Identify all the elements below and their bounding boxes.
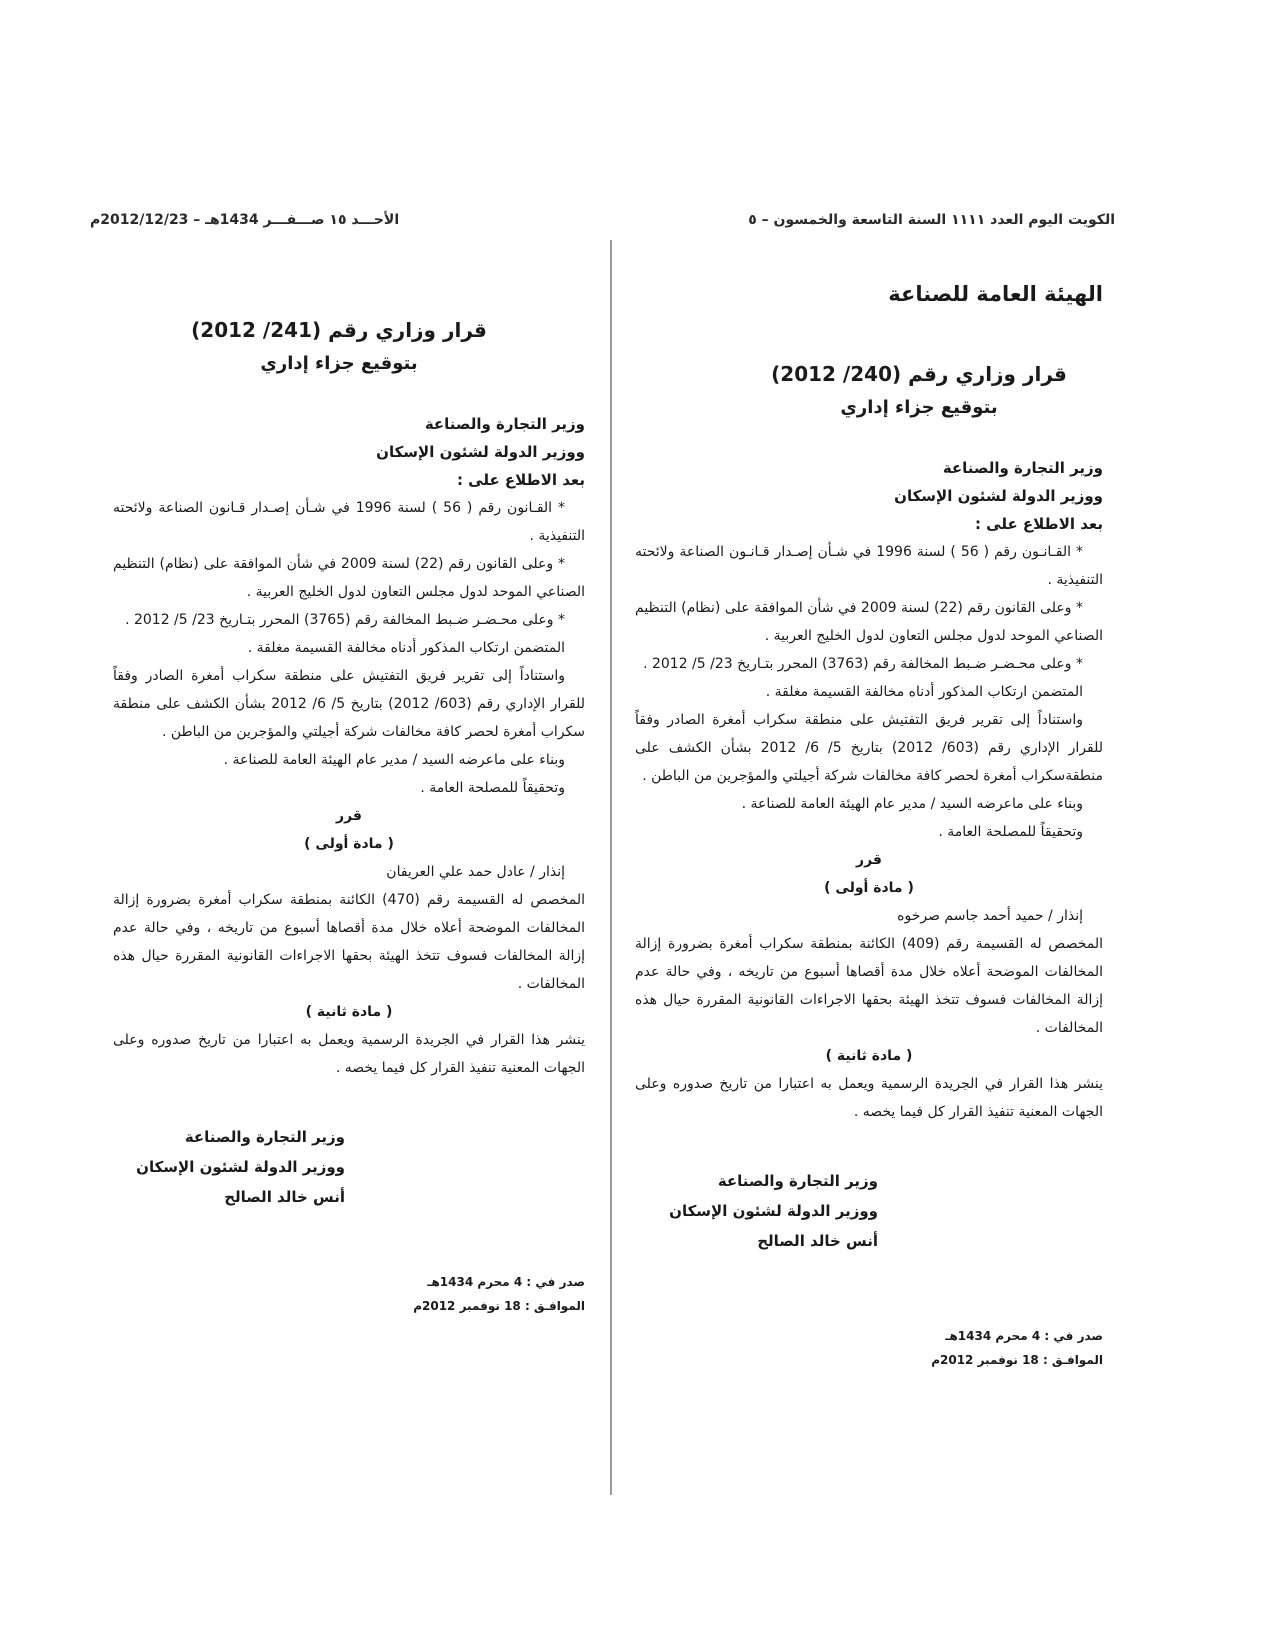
issued-hijri: صدر في : 4 محرم 1434هـ [945,1329,1103,1343]
minister-title: وزير التجارة والصناعة [942,459,1103,477]
decided-heading: قرر [336,808,362,824]
signature-name: أنس خالد الصالح [224,1188,345,1206]
after-review-label: بعد الاطلاع على : [456,471,585,489]
signature-block [635,1166,878,1256]
clause: * وعلى القانون رقم (22) لسنة 2009 في شأن الموافقة على (نظام) التنظيم الصناعي الموحد لدول مجلس التعاون لدول الخليج العربية . [113,556,585,600]
issued-date-block [635,1324,1103,1372]
page-header [90,212,1115,234]
issued-hijri: صدر في : 4 محرم 1434هـ [427,1275,585,1289]
minister-title: وزير التجارة والصناعة [424,415,585,433]
article-1-text: المخصص له القسيمة رقم (470) الكائنة بمنطقة سكراب أمغرة بضرورة إزالة المخالفات الموضحة أعلاه خلال مدة أقصاها أسبوع من تاريخه ، وفي حالة عدم إزالة المخالفات فسوف تتخذ الهيئة بحقها الاجراءات القانونية المقررة حيال هذه المخالفات . [113,892,585,992]
paragraph: واستناداً إلى تقرير فريق التفتيش على منطقة سكراب أمغرة الصادر وفقاً للقرار الإداري رقم (603/ 2012) بتاريخ 5/ 6/ 2012 بشأن الكشف على منطقةسكراب أمغرة لحصر كافة مخالفات شركة أجيلتي والمؤجرين من الباطن . [635,712,1103,784]
paragraph: وبناء على ماعرضه السيد / مدير عام الهيئة العامة للصناعة . [741,796,1083,812]
issued-gregorian: الموافـق : 18 نوفمبر 2012م [413,1299,585,1313]
decree-240-column [635,280,1103,1372]
clause: * القـانون رقم ( 56 ) لسنة 1996 في شـأن إصـدار قـانون الصناعة ولائحته التنفيذية . [113,500,585,544]
article-1-heading: ( مادة أولى ) [304,836,394,852]
paragraph: وتحقيقاً للمصلحة العامة . [938,824,1083,840]
article-2-heading: ( مادة ثانية ) [305,1004,393,1020]
paragraph: واستناداً إلى تقرير فريق التفتيش على منطقة سكراب أمغرة الصادر وفقاً للقرار الإداري رقم (603/ 2012) بتاريخ 5/ 6/ 2012 بشأن الكشف على منطقة سكراب أمغرة لحصر كافة مخالفات شركة أجيلتي والمؤجرين من الباطن . [113,668,586,740]
clause: * وعلى محـضـر ضـبط المخالفة رقم (3763) المحرر بتـاريخ 23/ 5/ 2012 . [643,656,1083,672]
decree-subtitle: بتوقيع جزاء إداري [840,397,998,418]
minister-title-2: ووزير الدولة لشئون الإسكان [894,487,1103,505]
paragraph: وبناء على ماعرضه السيد / مدير عام الهيئة العامة للصناعة . [223,752,565,768]
warning-line: إنذار / حميد أحمد جاسم صرخوه [897,908,1083,924]
article-2-text: ينشر هذا القرار في الجريدة الرسمية ويعمل به اعتبارا من تاريخ صدوره وعلى الجهات المعنية تنفيذ القرار كل فيما يخصه . [113,1032,585,1076]
decree-title: قرار وزاري رقم (240/ 2012) [771,362,1067,386]
decree-subtitle: بتوقيع جزاء إداري [260,353,418,374]
article-1-heading: ( مادة أولى ) [824,880,914,896]
decided-heading: قرر [856,852,882,868]
clause: * وعلى محـضـر ضـبط المخالفة رقم (3765) المحرر بتـاريخ 23/ 5/ 2012 . [125,612,565,628]
clause: * القـانـون رقم ( 56 ) لسنة 1996 في شـأن إصـدار قـانـون الصناعة ولائحته التنفيذية . [635,544,1103,588]
signature-title-2: ووزير الدولة لشئون الإسكان [669,1202,878,1220]
issued-gregorian: الموافـق : 18 نوفمبر 2012م [931,1353,1103,1367]
header-date: الأحـــد ١٥ صـــفـــر 1434هـ – 2012/12/23م [90,212,400,228]
issued-date-block [113,1270,585,1318]
minister-title-2: ووزير الدولة لشئون الإسكان [376,443,585,461]
column-divider [610,240,612,1495]
header-publication-info: الكويت اليوم العدد ١١١١ السنة التاسعة والخمسون – ٥ [748,212,1115,228]
agency-heading: الهيئة العامة للصناعة [888,282,1103,306]
signature-title: وزير التجارة والصناعة [184,1128,345,1146]
decree-241-column [113,312,585,1318]
article-2-heading: ( مادة ثانية ) [825,1048,913,1064]
after-review-label: بعد الاطلاع على : [974,515,1103,533]
article-2-text: ينشر هذا القرار في الجريدة الرسمية ويعمل به اعتبارا من تاريخ صدوره وعلى الجهات المعنية تنفيذ القرار كل فيما يخصه . [635,1076,1103,1120]
paragraph: المتضمن ارتكاب المذكور أدناه مخالفة القسيمة مغلقة . [247,640,565,656]
signature-block [113,1122,345,1212]
warning-line: إنذار / عادل حمد علي العريفان [386,864,565,880]
signature-name: أنس خالد الصالح [757,1232,878,1250]
article-1-text: المخصص له القسيمة رقم (409) الكائنة بمنطقة سكراب أمغرة بضرورة إزالة المخالفات الموضحة أعلاه خلال مدة أقصاها أسبوع من تاريخه ، وفي حالة عدم إزالة المخالفات فسوف تتخذ الهيئة بحقها الاجراءات القانونية المقررة حيال هذه المخالفات . [635,936,1103,1036]
signature-title: وزير التجارة والصناعة [717,1172,878,1190]
paragraph: المتضمن ارتكاب المذكور أدناه مخالفة القسيمة مغلقة . [765,684,1083,700]
decree-title: قرار وزاري رقم (241/ 2012) [191,318,487,342]
clause: * وعلى القانون رقم (22) لسنة 2009 في شأن الموافقة على (نظام) التنظيم الصناعي الموحد لدول مجلس التعاون لدول الخليج العربية . [635,600,1103,644]
signature-title-2: ووزير الدولة لشئون الإسكان [136,1158,345,1176]
paragraph: وتحقيقاً للمصلحة العامة . [420,780,565,796]
